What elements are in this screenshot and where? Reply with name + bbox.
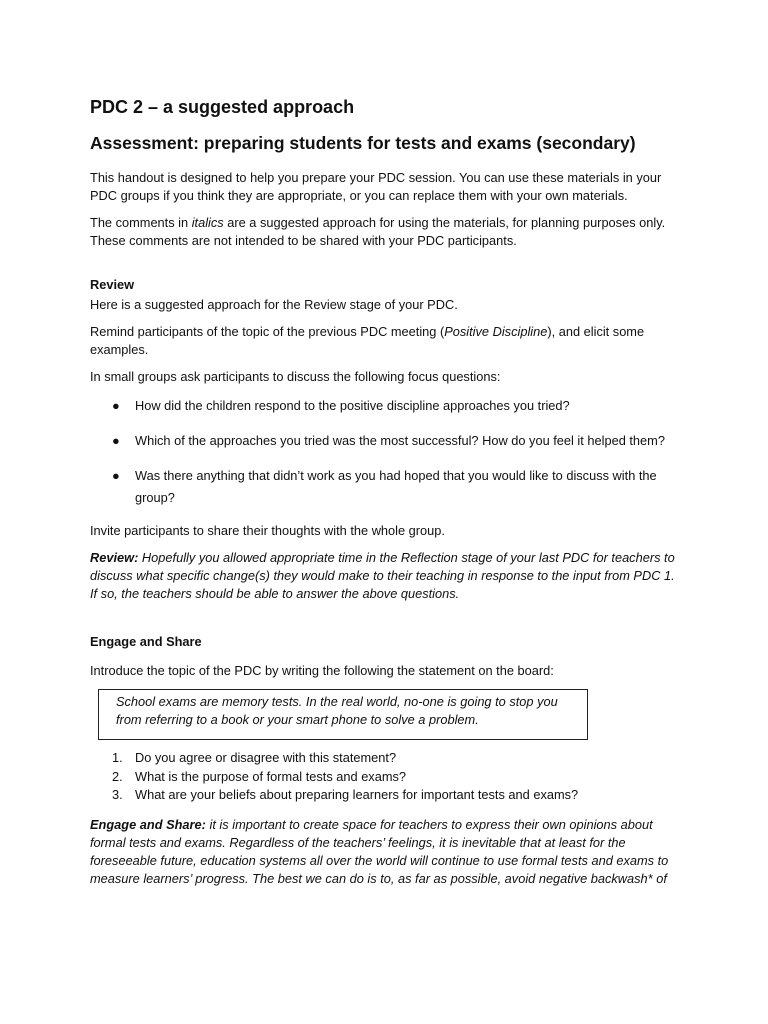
list-item xyxy=(90,786,684,805)
engage-intro: Introduce the topic of the PDC by writing the following the statement on the board: xyxy=(90,663,554,678)
focus-questions-list xyxy=(90,395,684,509)
engage-note xyxy=(90,816,684,888)
engage-heading: Engage and Share xyxy=(90,634,202,649)
list-number: 1. xyxy=(112,750,123,765)
focus-question-text: How did the children respond to the positive discipline approaches you tried? xyxy=(135,398,570,413)
bullet-icon: ● xyxy=(112,433,120,448)
bullet-icon: ● xyxy=(112,468,120,483)
review-remind-paragraph xyxy=(90,323,684,359)
remind-text-after: ), and elicit some examples. xyxy=(90,324,645,357)
review-heading: Review xyxy=(90,277,135,292)
list-item xyxy=(90,430,684,452)
engage-question-text: What is the purpose of formal tests and exams? xyxy=(135,768,406,784)
engage-question-text: Do you agree or disagree with this statement? xyxy=(135,750,397,765)
document-title: PDC 2 – a suggested approach xyxy=(90,97,355,117)
list-item xyxy=(90,768,684,787)
intro-paragraph-2 xyxy=(90,214,684,250)
intro-text-before: The comments in xyxy=(90,215,192,230)
list-number: 3. xyxy=(112,787,123,802)
engage-note-text: it is important to create space for teachers to express their own opinions about formal tests and exams. Regardless of the teachers’ feelings, it is inevitable that at least for the foreseeable future, education systems all over the world will continue to use formal tests and exams to measure learners’ progress. The best we can do is to, as far as possible, avoid negative backwash* of xyxy=(90,816,669,886)
engage-question-text: What are your beliefs about preparing learners for important tests and exams? xyxy=(135,787,579,802)
list-item xyxy=(90,395,684,417)
intro-paragraph-1: This handout is designed to help you prepare your PDC session. You can use these materials in your PDC groups if you think they are appropriate, or you can replace them with your own materials. xyxy=(90,170,662,203)
focus-question-text: Which of the approaches you tried was the most successful? How do you feel it helped them? xyxy=(135,433,665,448)
review-intro: Here is a suggested approach for the Review stage of your PDC. xyxy=(90,297,458,312)
statement-box: School exams are memory tests. In the real world, no-one is going to stop you from referring to a book or your smart phone to solve a problem. xyxy=(98,689,588,740)
list-number: 2. xyxy=(112,768,123,784)
remind-italic-topic: Positive Discipline xyxy=(444,324,548,339)
intro-text-after: are a suggested approach for using the materials, for planning purposes only. These comments are not intended to be shared with your PDC participants. xyxy=(90,215,666,248)
focus-question-text: Was there anything that didn’t work as you had hoped that you would like to discuss with the group? xyxy=(135,468,657,505)
list-item xyxy=(90,465,684,509)
review-note-label: Review: xyxy=(90,550,139,565)
review-note-text: Hopefully you allowed appropriate time in the Reflection stage of your last PDC for teachers to discuss what specific change(s) they would make to their teaching in response to the input from PDC 1. If so, the teachers should be able to answer the above questions. xyxy=(90,550,675,601)
review-focus-intro: In small groups ask participants to discuss the following focus questions: xyxy=(90,369,501,384)
remind-text-before: Remind participants of the topic of the previous PDC meeting ( xyxy=(90,324,445,339)
intro-italic-word: italics xyxy=(191,215,224,230)
review-note xyxy=(90,549,684,603)
list-item xyxy=(90,749,684,768)
document-subtitle: Assessment: preparing students for tests and exams (secondary) xyxy=(90,133,636,153)
engage-note-label: Engage and Share: xyxy=(90,816,206,832)
bullet-icon: ● xyxy=(112,398,120,413)
engage-questions-list xyxy=(90,749,684,805)
review-invite: Invite participants to share their thoughts with the whole group. xyxy=(90,523,445,538)
